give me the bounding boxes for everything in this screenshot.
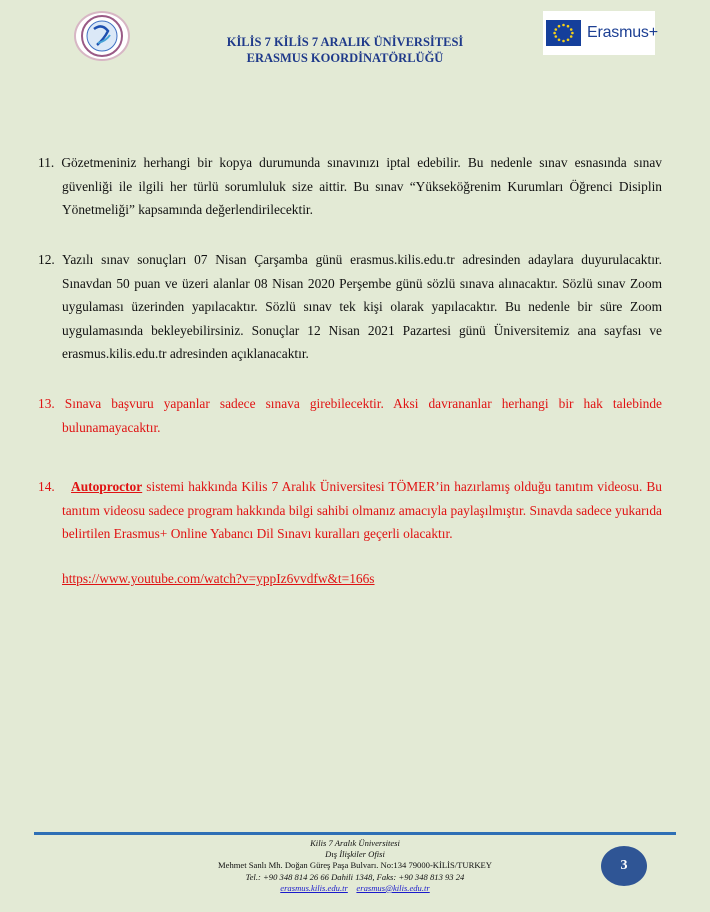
rule-item-14-body: sistemi hakkında Kilis 7 Aralık Üniversitesi TÖMER’in hazırlamış olduğu tanıtım videosu. Bu tanıtım videosu sadece program hakkında bilgi sahibi olmanız amacıyla paylaşılmıştır. Sınavda sadece yukarıda belirtilen Erasmus+ Online Yabancı Dil Sınavı kuralları geçerli olacaktır. [62, 479, 663, 541]
footer-address: Mehmet Sanlı Mh. Doğan Güreş Paşa Bulvarı. No:134 79000-KİLİS/TURKEY [217, 860, 492, 871]
rule-item-14-number: 14. [38, 479, 55, 494]
erasmus-plus-logo [543, 11, 658, 55]
footer-university: Kilis 7 Aralık Üniversitesi [310, 838, 400, 848]
eu-flag-icon [546, 20, 581, 46]
rule-item-11-text: 11. Gözetmeniniz herhangi bir kopya durumunda sınavınızı iptal edebilir. Bu nedenle sınav esnasında sınav güvenliği ile ilgili her türlü sorumluluk size aittir. Bu sınav “Yükseköğrenim Kurumları Öğrenci Disiplin Yönetmeliği” kapsamında değerlendirilecektir. [38, 155, 662, 217]
rule-item-11 [38, 151, 662, 222]
university-logo [74, 11, 130, 61]
erasmus-logo-text: Erasmus+ [587, 24, 658, 41]
header-title-line1: KİLİS 7 KİLİS 7 ARALIK ÜNİVERSİTESİ [226, 35, 464, 49]
footer-website-link[interactable]: erasmus.kilis.edu.tr [280, 882, 348, 893]
header-title-line2: ERASMUS KOORDİNATÖRLÜĞÜ [246, 51, 444, 65]
rule-item-12 [38, 248, 662, 366]
footer-office: Dış İlişkiler Ofisi [325, 849, 385, 860]
footer-divider [34, 832, 676, 835]
page-footer [150, 838, 560, 894]
autoproctor-link[interactable]: Autoproctor [71, 479, 143, 494]
rule-item-13-text: 13. Sınava başvuru yapanlar sadece sınava girebilecektir. Aksi davrananlar herhangi bir hak talebinde bulunamayacaktır. [38, 396, 662, 435]
page-number-badge: 3 [601, 846, 647, 886]
youtube-video-link[interactable]: https://www.youtube.com/watch?v=yppIz6vvdfw&t=166s [62, 571, 375, 586]
footer-phone: Tel.: +90 348 814 26 66 Dahili 1348, Faks: +90 348 813 93 24 [245, 871, 465, 882]
footer-email-link[interactable]: erasmus@kilis.edu.tr [356, 882, 430, 893]
footer-links [150, 883, 560, 894]
rule-item-14-text [38, 475, 662, 546]
rule-item-13 [38, 392, 662, 439]
page-header-title [150, 34, 540, 66]
rule-item-12-text: 12. Yazılı sınav sonuçları 07 Nisan Çarşamba günü erasmus.kilis.edu.tr adresinden adaylara duyurulacaktır. Sınavdan 50 puan ve üzeri alanlar 08 Nisan 2020 Perşembe günü sözlü sınava alınacaktır. Sözlü sınav Zoom uygulaması üzerinden yapılacaktır. Sözlü sınav tek kişi olarak yapılacaktır. Bu nedenle bir süre Zoom uygulamasında bekleyebilirsiniz. Sonuçlar 12 Nisan 2021 Pazartesi günü Üniversitemiz ana sayfası ve erasmus.kilis.edu.tr adresinden açıklanacaktır. [38, 252, 662, 361]
rule-item-14 [38, 475, 662, 546]
